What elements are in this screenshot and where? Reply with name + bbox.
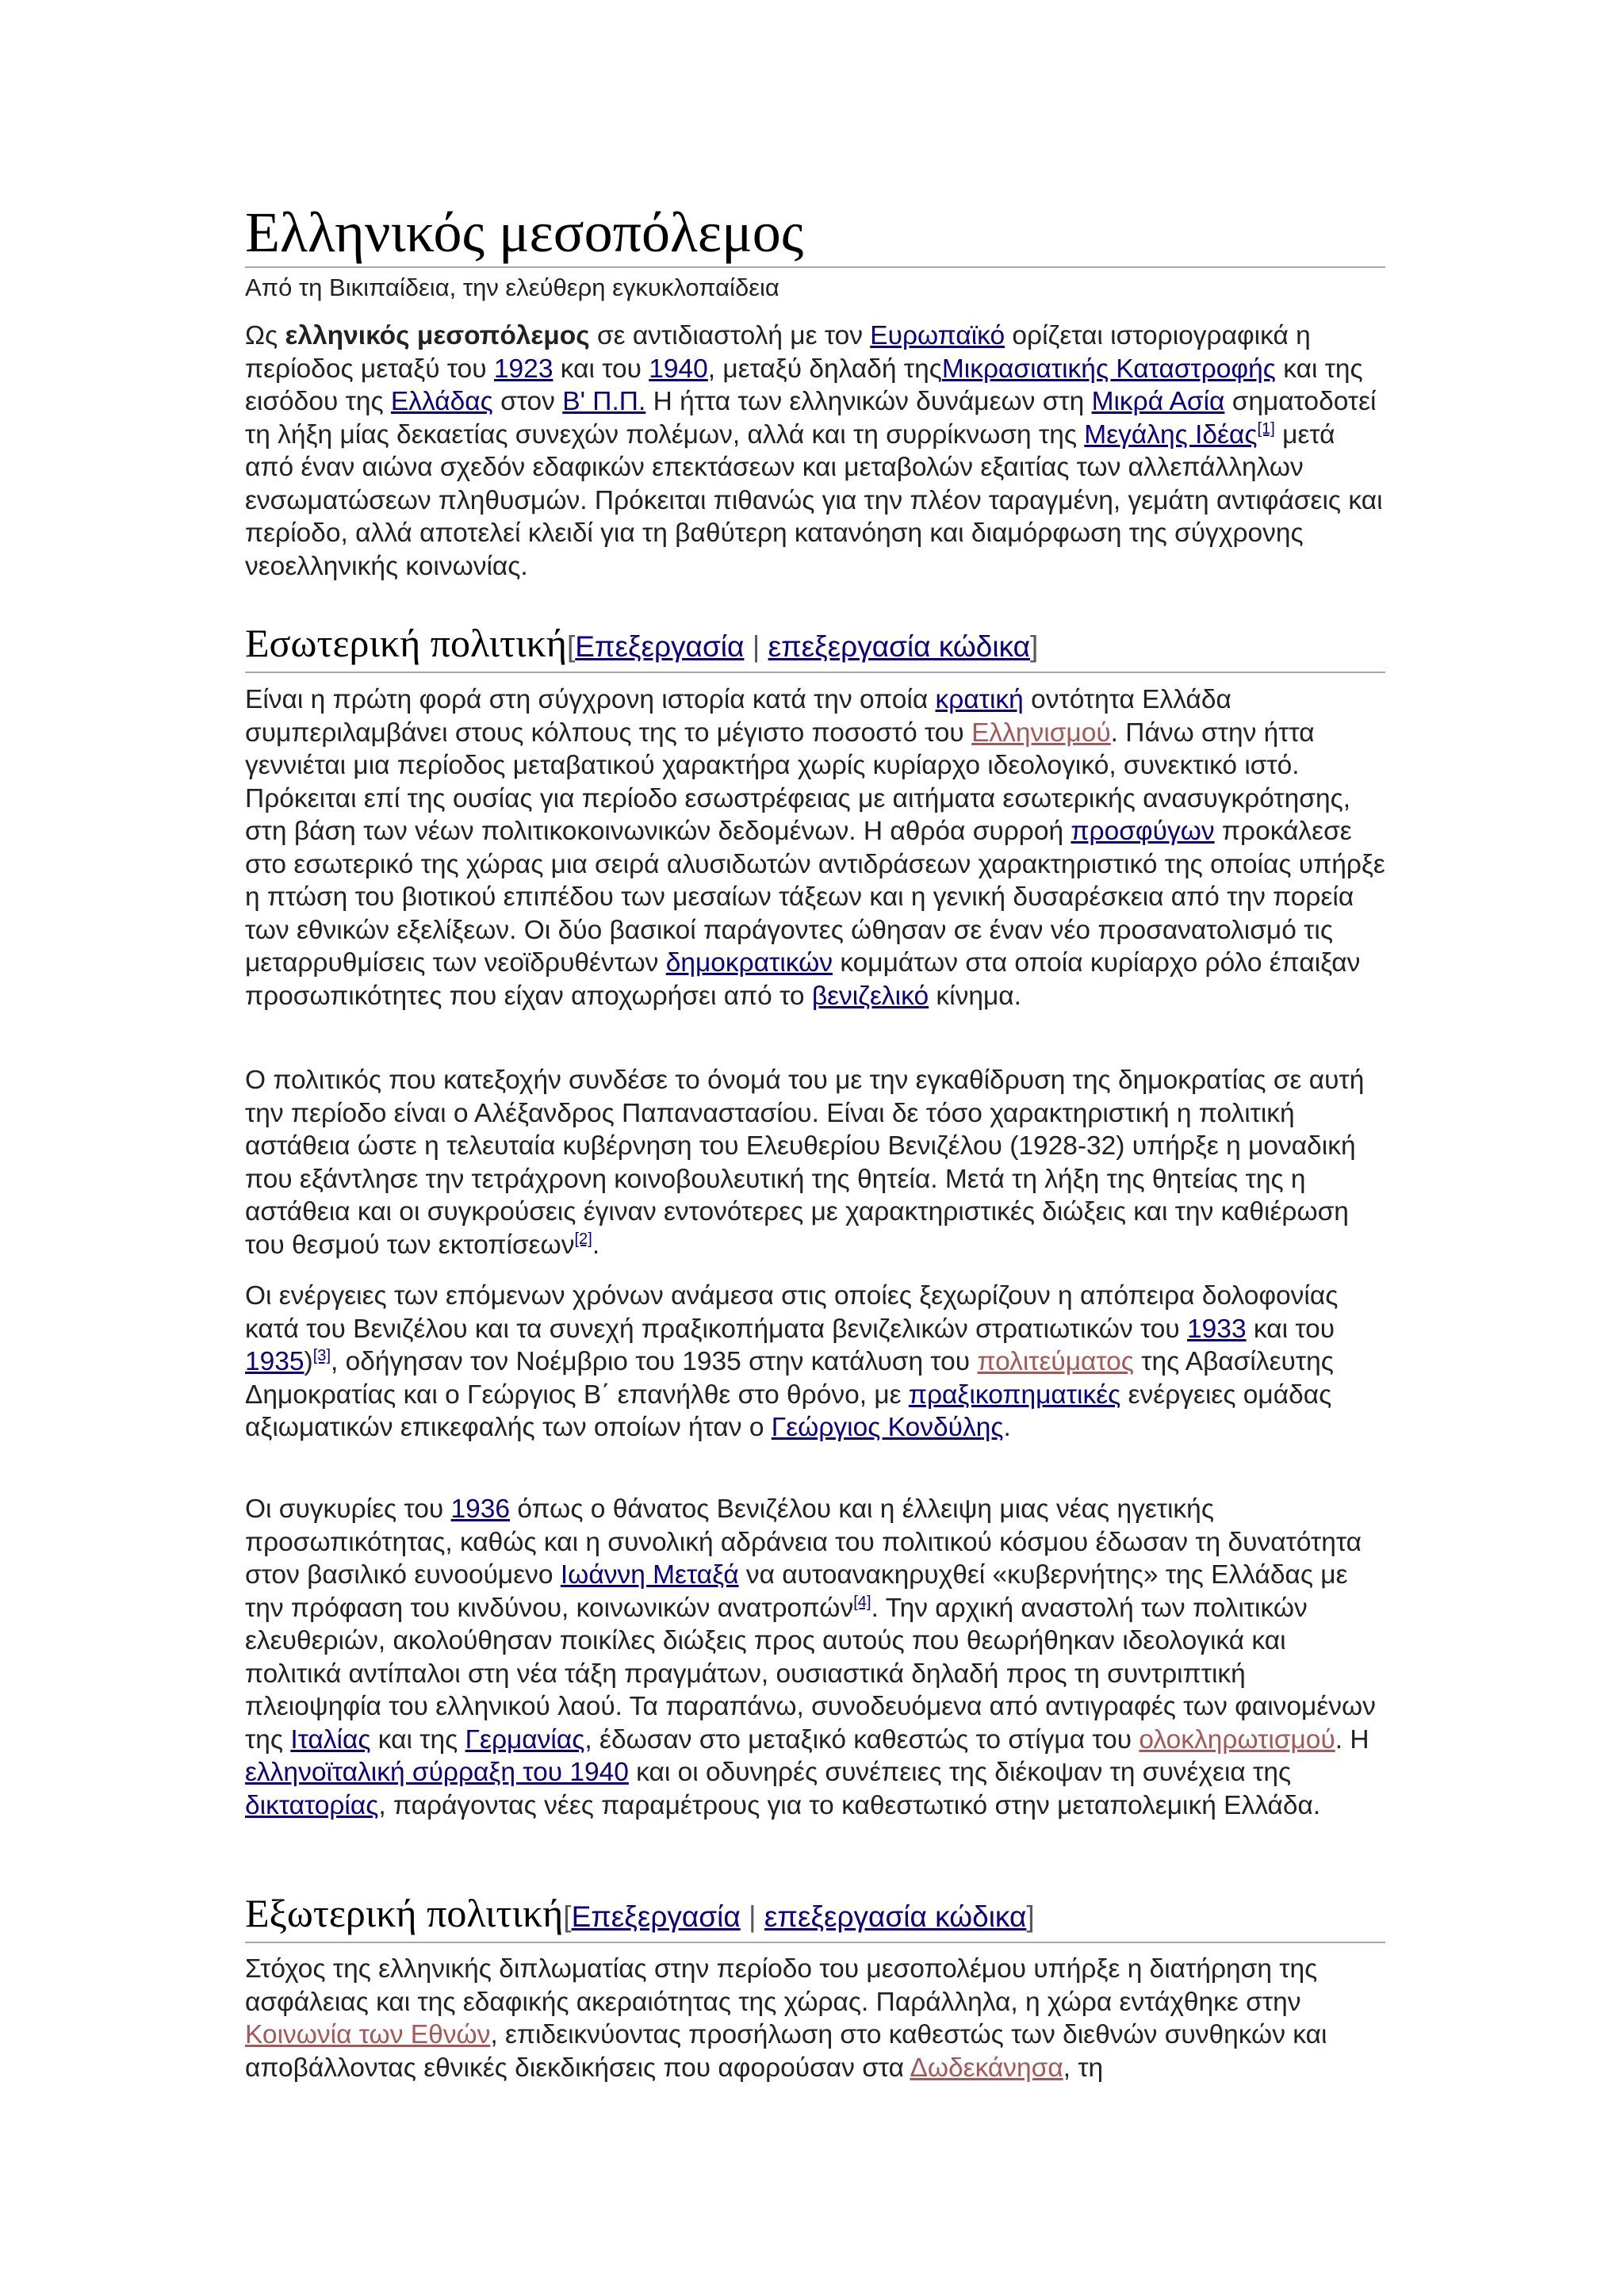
text-run: . Την αρχική αναστολή των πολιτικών ελευθεριών, ακολούθησαν ποικίλες διώξεις προς αυτούς που θεωρήθηκαν ιδεολογικά και πολιτικά αντίπαλοι στη νέα τάξη πραγμάτων, ουσιαστικά δηλαδή προς τη συντριπτική πλειοψηφία του ελληνικού λαού. Τα παραπάνω, συνοδευόμενα από αντιγραφές των φαινομένων της bbox=[245, 1593, 1376, 1755]
edit-source-link[interactable]: επεξεργασία κώδικα bbox=[764, 1900, 1027, 1933]
text-run: και οι οδυνηρές συνέπειες της διέκοψαν τη συνέχεια της bbox=[628, 1758, 1292, 1787]
text-run: μετά από έναν αιώνα σχεδόν εδαφικών επεκτάσεων και μεταβολών εξαιτίας των αλλεπάλληλων ενσωματώσεων πληθυσμών. Πρόκειται πιθανώς για την πλέον ταραγμένη, γεμάτη αντιφάσεις και περίοδο, αλλά αποτελεί κλειδί για τη βαθύτερη κατανόηση και διαμόρφωση της σύγχρονης νεοελληνικής κοινωνίας. bbox=[245, 419, 1383, 581]
inline-link[interactable]: Δωδεκάνησα bbox=[910, 2053, 1063, 2083]
text-run: οντότητα Ελλάδα συμπεριλαμβάνει στους κόλπους της το μέγιστο ποσοστό του bbox=[245, 685, 1231, 748]
inline-link[interactable]: Γερμανίας bbox=[465, 1724, 585, 1755]
text-run: Οι συγκυρίες του bbox=[245, 1494, 451, 1524]
paragraph bbox=[245, 1953, 1385, 2084]
section-heading-external bbox=[245, 1888, 1385, 1943]
inline-link[interactable]: προσφύγων bbox=[1071, 817, 1215, 846]
inline-link[interactable]: Μικρασιατικής Καταστροφής bbox=[941, 354, 1276, 384]
inline-link[interactable]: Ιταλίας bbox=[290, 1724, 371, 1755]
text-run: στον bbox=[492, 387, 563, 416]
inline-link[interactable]: Μεγάλης Ιδέας bbox=[1084, 419, 1258, 450]
inline-link[interactable]: 1940 bbox=[649, 354, 708, 384]
inline-link[interactable]: ελληνοϊταλική σύρραξη του 1940 bbox=[245, 1758, 629, 1787]
inline-link[interactable]: Μικρά Ασία bbox=[1091, 387, 1225, 416]
text-run: , τη bbox=[1063, 2053, 1104, 2083]
text-run: προκάλεσε στο εσωτερικό της χώρας μια σειρά αλυσιδωτών αντιδράσεων χαρακτηριστικό της οποίας υπήρξε η πτώση του βιοτικού επιπέδου των μεσαίων τάξεων και η γενική δυσαρέσκεια από την πορεία των εθνικών εξελίξεων. Οι δύο βασικοί παράγοντες ώθησαν σε έναν νέο προσανατολισμό τις μεταρρυθμίσεις των νεοϊδρυθέντων bbox=[245, 817, 1385, 978]
text-run: Οι ενέργειες των επόμενων χρόνων ανάμεσα στις οποίες ξεχωρίζουν η απόπειρα δολοφονίας κατά του Βενιζέλου και τα συνεχή πραξικοπήματα βενιζελικών στρατιωτικών του bbox=[245, 1281, 1339, 1344]
section-heading-internal bbox=[245, 618, 1385, 673]
text-run: , επιδεικνύοντας προσήλωση στο καθεστώς των διεθνών συνθηκών και αποβάλλοντας εθνικές διεκδικήσεις που αφορούσαν στα bbox=[245, 2020, 1327, 2083]
text-run: , μεταξύ δηλαδή της bbox=[707, 354, 942, 384]
text-run: Η ήττα των ελληνικών δυνάμεων στη bbox=[645, 387, 1092, 416]
text-run: να αυτοανακηρυχθεί «κυβερνήτης» της Ελλάδας με την πρόφαση του κινδύνου, κοινωνικών ανατροπών bbox=[245, 1560, 1348, 1623]
paragraph bbox=[245, 683, 1385, 1012]
text-run: όπως ο θάνατος Βενιζέλου και η έλλειψη μιας νέας ηγετικής προσωπικότητας, καθώς και η συνολική αδράνεια του πολιτικού κόσμου έδωσαν τη δυνατότητα στον βασιλικό ευνοούμενο bbox=[245, 1494, 1362, 1590]
edit-source-link[interactable]: επεξεργασία κώδικα bbox=[768, 630, 1031, 663]
site-subtitle: Από τη Βικιπαίδεια, την ελεύθερη εγκυκλοπαίδεια bbox=[245, 274, 779, 301]
text-run: , έδωσαν στο μεταξικό καθεστώς το στίγμα του bbox=[584, 1724, 1139, 1755]
text-run: και της bbox=[370, 1724, 465, 1755]
text-run: , παράγοντας νέες παραμέτρους για το καθεστωτικό στην μεταπολεμική Ελλάδα. bbox=[378, 1790, 1321, 1820]
bold-term: ελληνικός μεσοπόλεμος bbox=[285, 321, 590, 350]
inline-link[interactable]: 1936 bbox=[450, 1494, 511, 1524]
text-run: Είναι η πρώτη φορά στη σύγχρονη ιστορία κατά την οποία bbox=[245, 685, 936, 714]
text-run: . Πάνω στην ήττα γεννιέται μια περίοδος μεταβατικού χαρακτήρα χωρίς κυρίαρχο ιδεολογικό, συνεκτικό ιστό. Πρόκειται επί της ουσίας για περίοδο εσωστρέφειας με αιτήματα εσωτερικής ανασυγκρότησης, στη βάση των νέων πολιτικοκοινωνικών δεδομένων. Η αθρόα συρροή bbox=[245, 718, 1351, 846]
text-run: σηματοδοτεί τη λήξη μίας δεκαετίας συνεχών πολέμων, αλλά και τη συρρίκνωση της bbox=[245, 387, 1377, 450]
reference bbox=[1258, 419, 1275, 437]
intro-paragraph bbox=[245, 320, 1385, 583]
inline-link[interactable]: πολιτεύματος bbox=[977, 1347, 1134, 1376]
inline-link[interactable]: 1935 bbox=[245, 1347, 304, 1376]
text-run: ) bbox=[304, 1347, 313, 1376]
text-run: . Η bbox=[1335, 1724, 1369, 1755]
text-run: ενέργειες ομάδας αξιωματικών επικεφαλής των οποίων ήταν ο bbox=[245, 1380, 1332, 1442]
inline-link[interactable]: δημοκρατικών bbox=[665, 948, 833, 978]
reference-link[interactable]: [1] bbox=[1257, 419, 1275, 438]
inline-link[interactable]: δικτατορίας bbox=[245, 1790, 379, 1820]
text-run: και του bbox=[553, 354, 649, 384]
text-run: , οδήγησαν τον Νοέμβριο του 1935 στην κατάλυση του bbox=[331, 1347, 978, 1376]
text-run: σε αντιδιαστολή με τον bbox=[589, 321, 871, 350]
edit-link[interactable]: Επεξεργασία bbox=[571, 1900, 741, 1933]
edit-link[interactable]: Επεξεργασία bbox=[575, 630, 745, 663]
inline-link[interactable]: 1933 bbox=[1187, 1314, 1247, 1344]
text-run: της Αβασίλευτης Δημοκρατίας και ο Γεώργιος Β΄ επανήλθε στο θρόνο, με bbox=[245, 1347, 1334, 1410]
text-run: . bbox=[1003, 1413, 1011, 1442]
inline-link[interactable]: Ιωάννη Μεταξά bbox=[560, 1560, 739, 1590]
inline-link[interactable]: Ευρωπαϊκό bbox=[870, 321, 1005, 350]
inline-link[interactable]: κρατική bbox=[935, 685, 1024, 714]
inline-link[interactable]: Κοινωνία των Εθνών bbox=[245, 2020, 491, 2049]
section-title: Εξωτερική πολιτική bbox=[245, 1891, 564, 1935]
reference-link[interactable]: [2] bbox=[574, 1230, 592, 1248]
text-run: κίνημα. bbox=[929, 981, 1021, 1011]
paragraph bbox=[245, 1493, 1385, 1822]
edit-section: [Επεξεργασία | επεξεργασία κώδικα] bbox=[563, 1900, 1035, 1933]
reference bbox=[853, 1593, 871, 1610]
edit-section: [Επεξεργασία | επεξεργασία κώδικα] bbox=[566, 630, 1039, 663]
inline-link[interactable]: πραξικοπηματικές bbox=[908, 1380, 1121, 1410]
text-run: Ως bbox=[245, 321, 285, 350]
paragraph bbox=[245, 1064, 1385, 1261]
reference-link[interactable]: [4] bbox=[853, 1593, 871, 1611]
text-run: και της εισόδου της bbox=[245, 354, 1363, 416]
page-title: Ελληνικός μεσοπόλεμος bbox=[245, 198, 1385, 268]
reference-link[interactable]: [3] bbox=[312, 1346, 331, 1364]
inline-link[interactable]: βενιζελικό bbox=[811, 981, 929, 1011]
section-title: Εσωτερική πολιτική bbox=[245, 621, 567, 665]
text-run: Στόχος της ελληνικής διπλωματίας στην περίοδο του μεσοπολέμου υπήρξε η διατήρηση της ασφάλειας και της εδαφικής ακεραιότητας της χώρας. Παράλληλα, η χώρα εντάχθηκε στην bbox=[245, 1954, 1318, 2017]
inline-link[interactable]: Β' Π.Π. bbox=[562, 387, 646, 416]
paragraph bbox=[245, 1280, 1385, 1445]
inline-link[interactable]: Ελλάδας bbox=[390, 387, 493, 416]
reference bbox=[313, 1347, 331, 1364]
text-run: . bbox=[592, 1230, 600, 1260]
text-run: και του bbox=[1246, 1314, 1335, 1344]
text-run: κομμάτων στα οποία κυρίαρχο ρόλο έπαιξαν προσωπικότητες που είχαν αποχωρήσει από το bbox=[245, 948, 1361, 1011]
inline-link[interactable]: Γεώργιος Κονδύλης bbox=[771, 1413, 1004, 1442]
text-run: ορίζεται ιστοριογραφικά η περίοδος μεταξύ του bbox=[245, 321, 1311, 384]
text-run: Ο πολιτικός που κατεξοχήν συνδέσε το όνομά του με την εγκαθίδρυση της δημοκρατίας σε αυτή την περίοδο είναι ο Αλέξανδρος Παπαναστασίου. Είναι δε τόσο χαρακτηριστική η πολιτική αστάθεια ώστε η τελευταία κυβέρνηση του Ελευθερίου Βενιζέλου (1928-32) υπήρξε η μοναδική που εξάντλησε την τετράχρονη κοινοβουλευτική της θητεία. Μετά τη λήξη της θητείας της η αστάθεια και οι συγκρούσεις έγιναν εντονότερες με χαρακτηριστικές διώξεις και την καθιέρωση του θεσμού των εκτοπίσεων bbox=[245, 1066, 1365, 1260]
inline-link[interactable]: 1923 bbox=[493, 354, 553, 384]
reference bbox=[574, 1230, 592, 1247]
inline-link[interactable]: Ελληνισμού bbox=[971, 718, 1111, 748]
inline-link[interactable]: ολοκληρωτισμού bbox=[1139, 1724, 1335, 1755]
